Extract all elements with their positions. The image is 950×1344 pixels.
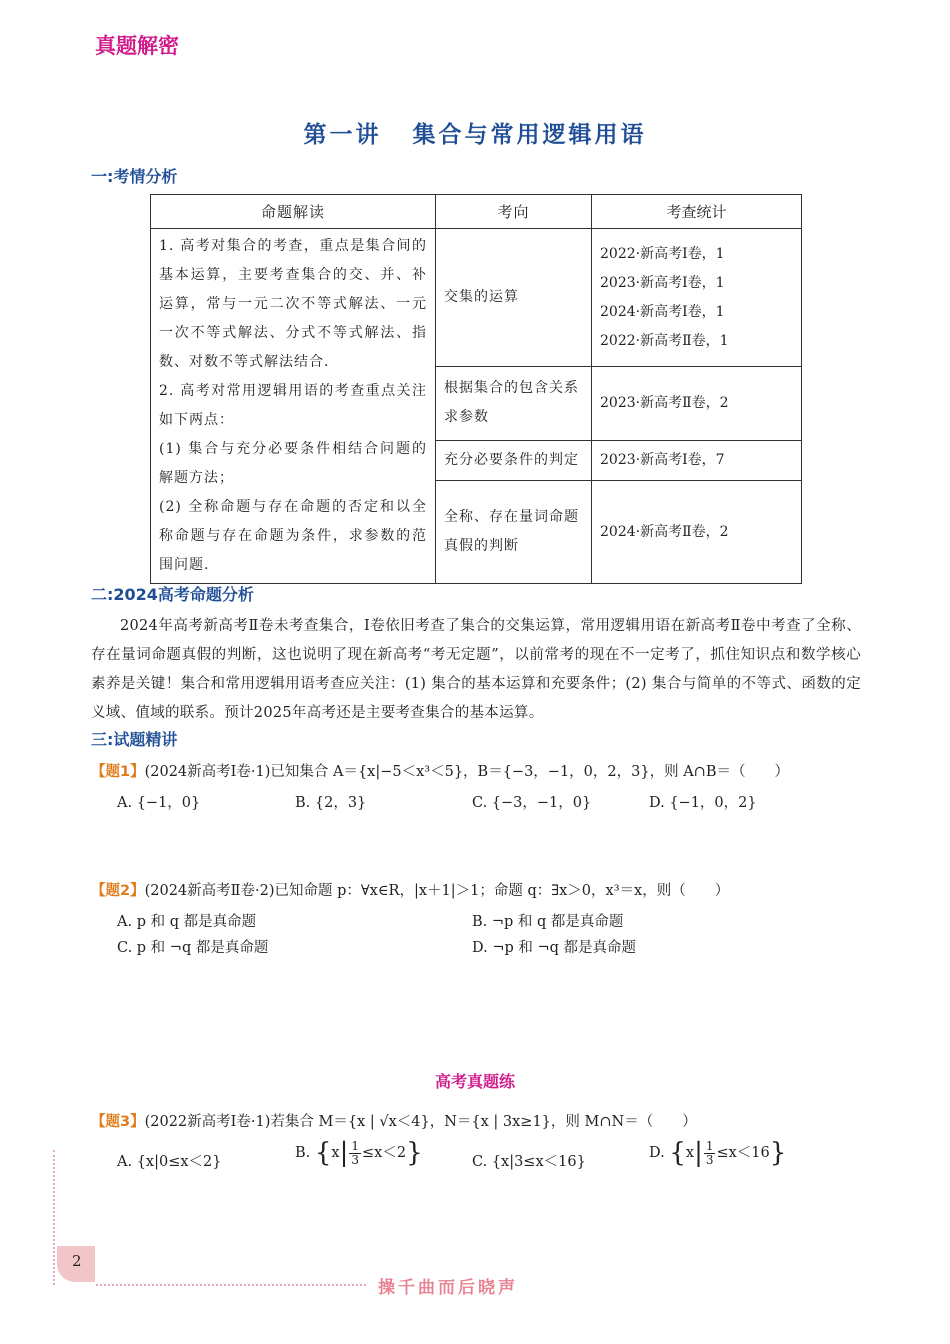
question-1-option-a: A. {−1，0} — [117, 795, 201, 811]
option-letter: D. — [649, 1145, 665, 1161]
table-header-row — [151, 195, 802, 229]
fraction-numerator: 1 — [351, 1138, 360, 1153]
section-heading-2024-analysis: 二:2024高考命题分析 — [91, 585, 254, 604]
interpretation-point: 1. 高考对集合的考查，重点是集合间的基本运算，主要考查集合的交、并、补运算，常与一元二次不等式解法、一元一次不等式解法、分式不等式解法、指数、对数不等式解法结合. — [159, 238, 427, 370]
question-2-option-d: D. ¬p 和 ¬q 都是真命题 — [472, 940, 637, 956]
stat-entry: 2022·新高考Ⅱ卷，1 — [600, 332, 729, 349]
decorative-dotted-border-vertical — [53, 1150, 55, 1285]
stats-cell — [592, 229, 802, 367]
table-header: 考向 — [436, 195, 592, 229]
option-letter: B. — [295, 1145, 311, 1161]
section-heading-analysis: 一:考情分析 — [91, 167, 178, 186]
question-1-option-d: D. {−1，0，2} — [649, 795, 757, 811]
question-text: (2024新高考Ⅰ卷·1)已知集合 A＝{x|−5＜x³＜5}，B＝{−3，−1，0，2，3}，则 A∩B＝（ ） — [144, 764, 789, 780]
question-3-option-c: C. {x|3≤x＜16} — [472, 1154, 586, 1170]
fraction — [349, 1140, 361, 1167]
analysis-paragraph: 2024年高考新高考Ⅱ卷未考查集合，Ⅰ卷依旧考查了集合的交集运算，常用逻辑用语在新高考Ⅱ卷中考查了全称、存在量词命题真假的判断，这也说明了现在新高考“考无定题”，以前常考的现在不一定考了，抓住知识点和数学核心素养是关键！集合和常用逻辑用语考查应关注：(1) 集合的基本运算和充要条件；(2) 集合与简单的不等式、函数的定义域、值域的联系。预计2025年高考还是主要考查集合的基本运算。 — [91, 618, 861, 721]
stat-entry: 2022·新高考Ⅰ卷，1 — [600, 245, 725, 262]
bar: | — [339, 1138, 349, 1168]
brace-open: { — [669, 1138, 686, 1168]
header-tag: 真题解密 — [95, 34, 179, 58]
question-tag: 【题3】 — [91, 1114, 145, 1130]
brace-close: } — [406, 1138, 423, 1168]
page-title: 第一讲 集合与常用逻辑用语 — [303, 122, 647, 148]
question-1-option-c: C. {−3，−1，0} — [472, 795, 592, 811]
question-2-option-b: B. ¬p 和 q 都是真命题 — [472, 914, 624, 930]
direction-cell: 根据集合的包含关系求参数 — [436, 367, 592, 440]
question-3-stem — [91, 1110, 697, 1131]
bar: | — [694, 1138, 703, 1168]
question-3-option-d — [649, 1138, 786, 1168]
fraction — [704, 1140, 716, 1167]
set-variable: x — [331, 1145, 340, 1161]
question-tag: 【题2】 — [91, 883, 145, 899]
interpretation-point: (1) 集合与充分必要条件相结合问题的解题方法； — [159, 441, 427, 486]
section-heading-questions: 三:试题精讲 — [91, 730, 178, 749]
stats-cell: 2023·新高考Ⅰ卷，7 — [592, 440, 802, 481]
question-3-option-b — [295, 1138, 423, 1168]
table-header: 考查统计 — [592, 195, 802, 229]
set-condition: ≤x＜16 — [716, 1145, 770, 1161]
question-1-stem — [91, 760, 789, 781]
set-variable: x — [685, 1145, 695, 1161]
fraction-denominator: 3 — [705, 1152, 714, 1167]
question-1-option-b: B. {2，3} — [295, 795, 367, 811]
table-header: 命题解读 — [151, 195, 436, 229]
stat-entry: 2024·新高考Ⅰ卷，1 — [600, 303, 725, 320]
page-number: 2 — [72, 1252, 82, 1270]
question-tag: 【题1】 — [91, 764, 145, 780]
brace-close: } — [769, 1138, 787, 1168]
fraction-numerator: 1 — [705, 1138, 714, 1153]
direction-cell: 交集的运算 — [436, 229, 592, 367]
brace-open: { — [314, 1138, 332, 1168]
table-row — [151, 229, 802, 367]
question-text: (2022新高考Ⅰ卷·1)若集合 M＝{x | √x＜4}，N＝{x | 3x≥1}，则 M∩N＝（ ） — [144, 1114, 697, 1130]
decorative-dotted-border-horizontal — [96, 1284, 366, 1286]
exam-analysis-table — [150, 194, 802, 584]
question-2-option-c: C. p 和 ¬q 都是真命题 — [117, 940, 269, 956]
interpretation-point: 2. 高考对常用逻辑用语的考查重点关注如下两点： — [159, 383, 427, 428]
interpretation-point: (2) 全称命题与存在命题的否定和以全称命题与存在命题为条件，求参数的范围问题. — [159, 499, 427, 573]
question-text: (2024新高考Ⅱ卷·2)已知命题 p：∀x∈R，|x＋1|＞1；命题 q：∃x＞0，x³＝x，则（ ） — [144, 883, 730, 899]
fraction-denominator: 3 — [351, 1152, 360, 1167]
question-2-option-a: A. p 和 q 都是真命题 — [117, 914, 257, 930]
footer-slogan: 操千曲而后晓声 — [378, 1278, 518, 1298]
stats-cell: 2023·新高考Ⅱ卷，2 — [592, 367, 802, 440]
direction-cell: 充分必要条件的判定 — [436, 440, 592, 481]
interpretation-cell — [151, 229, 436, 584]
stat-entry: 2023·新高考Ⅰ卷，1 — [600, 274, 725, 291]
question-3-option-a: A. {x|0≤x＜2} — [117, 1154, 222, 1170]
direction-cell: 全称、存在量词命题真假的判断 — [436, 481, 592, 584]
stats-cell: 2024·新高考Ⅱ卷，2 — [592, 481, 802, 584]
question-2-stem — [91, 879, 729, 900]
practice-heading: 高考真题练 — [434, 1072, 515, 1091]
set-condition: ≤x＜2 — [362, 1145, 407, 1161]
